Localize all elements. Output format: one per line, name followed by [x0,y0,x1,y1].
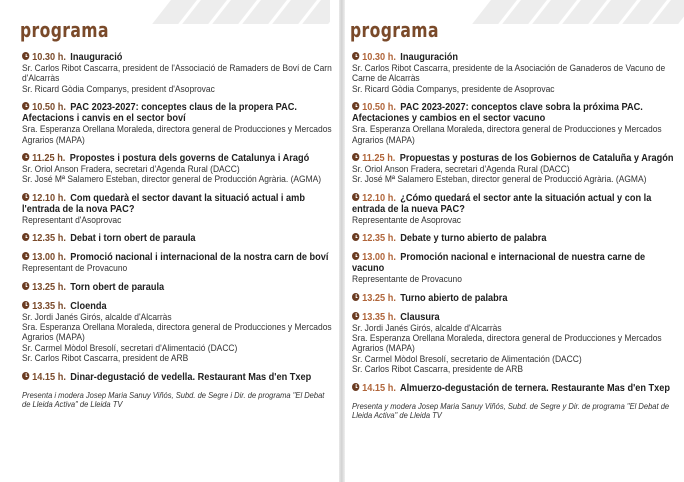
program-item-detail: Sr. Oriol Anson Fradera, secretari d'Agenda Rural (DACC) [352,164,570,175]
program-item [22,193,334,225]
program-item-detail: Representante de Asoprovac [352,214,462,225]
program-item-title: Torn obert de paraula [70,281,165,293]
clock-icon [22,252,29,260]
program-item [22,102,334,145]
program-column-spanish [352,18,682,421]
program-item-heading [352,312,680,323]
program-item-heading [22,52,332,63]
program-list [352,52,682,394]
program-item-title: Turno abierto de palabra [400,292,508,304]
program-item-time: 10.30 h. [362,52,396,63]
clock-icon [352,252,359,260]
clock-icon [22,52,29,60]
program-item-title: Propostes i postura dels governs de Catalunya i Aragó [69,153,310,165]
program-item-detail: Sr. Carlos Ribot Cascarra, president de l'Associació de Ramaders de Boví de Carn d'Alcarràs [22,63,332,84]
program-item [352,153,682,185]
program-item-detail: Sr. Oriol Anson Fradera, secretari d'Agenda Rural (DACC) [22,164,240,175]
clock-icon [22,193,29,201]
program-item-detail: Sr. Jordi Janés Girós, alcalde d'Alcarràs [22,311,172,322]
clock-icon [352,102,359,110]
page-fold [339,0,345,482]
program-item-title: ¿Cómo quedará el sector ante la situación actual y con la entrada de la nueva PAC? [352,192,652,215]
program-item-detail: Sr. Jordi Janés Girós, alcalde d'Alcarràs [352,322,502,333]
program-item-detail: Representant d'Asoprovac [22,214,122,225]
program-item-detail: Sr. Carlos Ribot Cascarra, presidente de ARB [352,364,524,375]
program-item-detail: Sr. Carmel Mòdol Bresolí, secretari d'Alimentació (DACC) [22,342,238,353]
clock-icon [22,301,29,309]
program-item-time: 13.00 h. [362,252,396,264]
program-item-time: 14.15 h. [32,371,66,383]
program-item-heading [352,383,680,394]
program-item-heading [352,153,680,164]
program-item-detail: Sra. Esperanza Orellana Moraleda, directora general de Producciones y Mercados Agrarios (MAPA) [22,322,332,343]
program-item-detail: Sr. Ricard Gòdia Companys, presidente de Asoprovac [352,83,555,94]
program-item [352,193,682,225]
program-item-heading [22,193,332,215]
clock-icon [22,233,29,241]
program-item-title: Inauguración [400,52,459,63]
program-item-heading [22,153,332,164]
program-item-time: 11.25 h. [32,153,66,165]
program-item-detail: Sra. Esperanza Orellana Moraleda, directora general de Producciones y Mercados Agrarios (MAPA) [352,333,662,354]
program-title: programa [350,18,439,42]
program-item-detail: Representante de Provacuno [352,274,462,285]
program-item-detail: Sra. Esperanza Orellana Moraleda, directora general de Producciones y Mercados Agrarios (MAPA) [22,124,332,145]
program-item-title: Cloenda [70,300,107,312]
program-item [22,252,334,273]
program-title: programa [20,18,109,42]
program-item-title: Promoció nacional i internacional de la nostra carn de boví [70,252,329,264]
program-item-time: 13.00 h. [32,252,66,264]
clock-icon [352,312,359,320]
program-item-time: 13.25 h. [362,292,396,304]
program-item-title: Inauguració [70,52,123,63]
program-item [352,233,682,244]
program-item-time: 12.35 h. [32,233,66,245]
program-item-heading [22,372,332,383]
program-list [22,52,334,383]
program-item [352,252,682,284]
program-item-title: Debat i torn obert de paraula [70,233,196,245]
program-item-title: Propuestas y posturas de los Gobiernos de Cataluña y Aragón [399,153,674,165]
program-item-time: 11.25 h. [362,153,396,165]
program-item [22,153,334,185]
program-item-title: PAC 2023-2027: conceptos clave sobra la próxima PAC. Afectaciones y cambios en el sector vacuno [352,102,643,125]
clock-icon [22,372,29,380]
program-item-heading [22,102,332,124]
program-item-time: 10.30 h. [32,52,66,63]
clock-icon [352,383,359,391]
program-item [22,52,334,94]
program-item-heading [22,301,332,312]
program-item-heading [22,282,332,293]
program-item [352,102,682,145]
program-item-heading [22,252,332,263]
clock-icon [352,233,359,241]
clock-icon [352,52,359,60]
program-item-heading [352,102,680,124]
program-item-detail: Sr. Ricard Gòdia Companys, president d'Asoprovac [22,83,215,94]
program-item [22,372,334,383]
clock-icon [22,102,29,110]
program-item-title: Debate y turno abierto de palabra [400,233,547,245]
program-item-time: 10.50 h. [362,102,396,114]
program-item-time: 12.35 h. [362,233,396,245]
clock-icon [352,193,359,201]
clock-icon [22,153,29,161]
program-item-time: 13.35 h. [32,300,66,312]
program-item [352,293,682,304]
program-item-detail: Sr. Carlos Ribot Cascarra, presidente de la Asociación de Ganaderos de Vacuno de Carne de Alcarràs [352,63,666,84]
program-item-heading [352,52,680,63]
program-item-detail: Sr. Carlos Ribot Cascarra, president de ARB [22,353,189,364]
clock-icon [352,153,359,161]
program-item-time: 14.15 h. [362,382,396,394]
clock-icon [352,293,359,301]
program-item-detail: Sr. José Mª Salamero Esteban, director general de Producció Agrària. (AGMA) [352,174,647,185]
program-item-title: Promoción nacional e internacional de nuestra carne de vacuno [352,252,646,275]
program-item-detail: Sr. Carmel Mòdol Bresolí, secretario de Alimentación (DACC) [352,353,582,364]
program-item-time: 10.50 h. [32,102,66,114]
program-item [352,52,682,94]
presenter-note: Presenta y modera Josep Maria Sanuy Viñós, Subd. de Segre y Dir. de programa "El Debat de Lleida Activa" de Lleida TV [352,400,670,421]
program-item [352,312,682,375]
program-item [352,383,682,394]
program-item-title: PAC 2023-2027: conceptes claus de la propera PAC. Afectacions i canvis en el sector boví [22,102,297,125]
program-item-heading [352,233,680,244]
program-item-time: 12.10 h. [362,192,396,204]
program-item-heading [352,193,680,215]
program-column-catalan [22,18,334,410]
program-item-title: Dinar-degustació de vedella. Restaurant Mas d'en Txep [70,371,312,383]
program-item-detail: Sr. José Mª Salamero Esteban, director general de Producción Agrària. (AGMA) [22,174,322,185]
program-item-heading [352,252,680,274]
program-item [22,233,334,244]
program-item-detail: Sra. Esperanza Orellana Moraleda, directora general de Producciones y Mercados Agrarios (MAPA) [352,124,662,145]
program-item [22,282,334,293]
clock-icon [22,282,29,290]
program-item-detail: Representant de Provacuno [22,263,128,274]
program-item-title: Clausura [400,311,440,323]
program-item-time: 12.10 h. [32,192,66,204]
program-item-heading [22,233,332,244]
program-item-time: 13.25 h. [32,281,66,293]
program-item-heading [352,293,680,304]
program-item [22,301,334,364]
program-item-title: Almuerzo-degustación de ternera. Restaurante Mas d'en Txep [399,382,671,394]
program-item-time: 13.35 h. [362,311,396,323]
presenter-note: Presenta i modera Josep Maria Sanuy Viñós, Subd. de Segre i Dir. de programa "El Debat de Lleida Activa" de Lleida TV [22,389,325,410]
program-item-title: Com quedarà el sector davant la situació actual i amb l'entrada de la nova PAC? [22,192,305,215]
